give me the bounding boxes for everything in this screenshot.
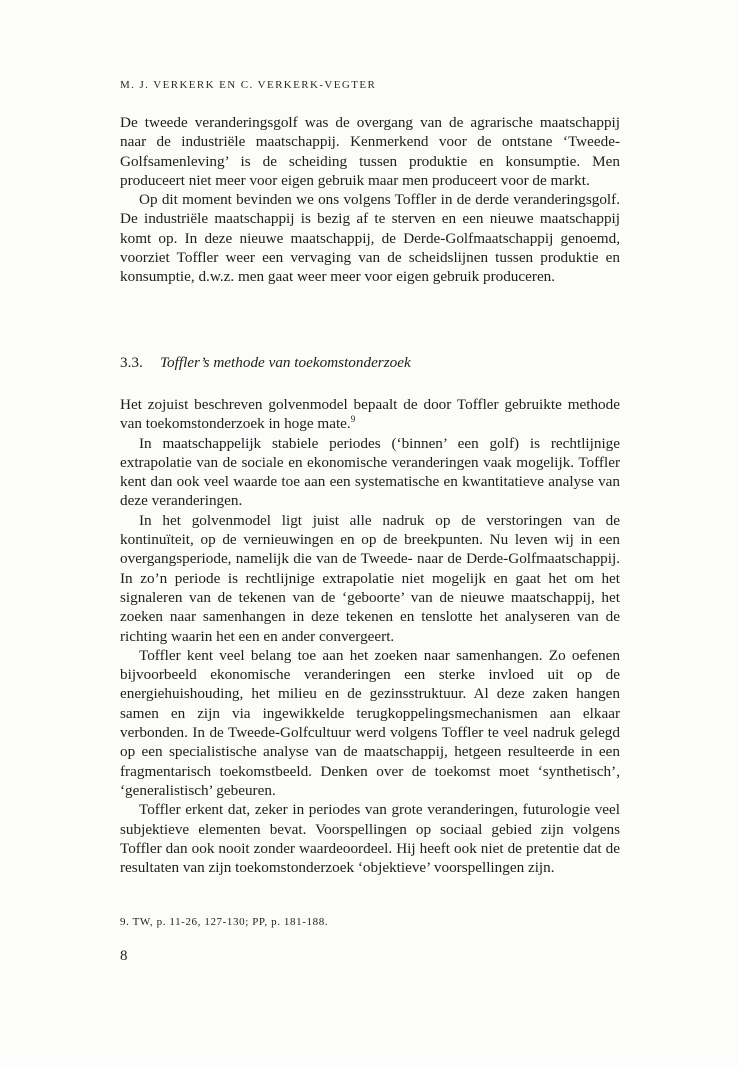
paragraph: De tweede veranderingsgolf was de overgang van de agrarische maatschappij naar de industriële maatschappij. Kenmerkend voor de ontstane ‘Tweede-Golfsamenleving’ is de scheiding tussen produktie en konsumptie. Men produceert niet meer voor eigen gebruik maar men produceert voor de markt. [120, 114, 620, 189]
section-number: 3.3. [120, 354, 143, 371]
paragraph: Op dit moment bevinden we ons volgens Toffler in de derde veranderingsgolf. De industriële maatschappij is bezig af te sterven en een nieuwe maatschappij komt op. In deze nieuwe maatschappij, de Derde-Golfmaatschappij genoemd, voorziet Toffler weer een vervaging van de scheidslijnen tussen produktie en konsumptie, d.w.z. men gaat weer meer voor eigen gebruik produceren. [120, 191, 620, 286]
body-text-block [120, 395, 620, 877]
paragraph: Toffler kent veel belang toe aan het zoeken naar samenhangen. Zo oefenen bijvoorbeeld ekonomische veranderingen een sterke invloed uit op de energiehuishouding, het milieu en de gezinsstruktuur. Al deze zaken hangen samen en zijn via ingewikkelde terugkoppelingsmechanismen aan elkaar verbonden. In de Tweede-Golfcultuur werd volgens Toffler te veel nadruk gelegd op een specialistische analyse van de maatschappij, hetgeen resulteerde in een fragmentarisch toekomstbeeld. Denken over de toekomst moet ‘synthetisch’, ‘generalistisch’ gebeuren. [120, 646, 620, 799]
paragraph: In maatschappelijk stabiele periodes (‘binnen’ een golf) is rechtlijnige extrapolatie van de sociale en ekonomische veranderingen vaak mogelijk. Toffler kent dan ook veel waarde toe aan een systematische en kwantitatieve analyse van deze veranderingen. [120, 434, 620, 510]
paragraph-text: Het zojuist beschreven golvenmodel bepaalt de door Toffler gebruikte methode van toekomstonderzoek in hoge mate. [120, 396, 620, 433]
section-heading [120, 354, 411, 372]
paragraph: In het golvenmodel ligt juist alle nadruk op de verstoringen van de kontinuïteit, op de vernieuwingen en op de breekpunten. Nu leven wij in een overgangsperiode, namelijk die van de Tweede- naar de Derde-Golfmaatschappij. In zo’n periode is rechtlijnige extrapolatie niet mogelijk en gaat het om het signaleren van de tekenen van de ‘geboorte’ van de nieuwe maatschappij, het zoeken naar samenhangen in deze tekenen en tenslotte het analyseren van de richting waarin het een en ander convergeert. [120, 511, 620, 645]
paragraph [120, 395, 620, 434]
footnote: 9. TW, p. 11-26, 127-130; PP, p. 181-188. [120, 916, 329, 928]
body-text-block [120, 113, 620, 287]
running-head: M. J. VERKERK EN C. VERKERK-VEGTER [120, 79, 377, 91]
paragraph: Toffler erkent dat, zeker in periodes van grote veranderingen, futurologie veel subjektieve elementen bevat. Voorspellingen op sociaal gebied zijn volgens Toffler dan ook nooit zonder waardeoordeel. Hij heeft ook niet de pretentie dat de resultaten van zijn toekomstonderzoek ‘objektieve’ voorspellingen zijn. [120, 801, 620, 877]
footnote-reference: 9 [350, 414, 356, 425]
page-number: 8 [120, 948, 128, 964]
section-title: Toffler’s methode van toekomstonderzoek [160, 354, 411, 371]
